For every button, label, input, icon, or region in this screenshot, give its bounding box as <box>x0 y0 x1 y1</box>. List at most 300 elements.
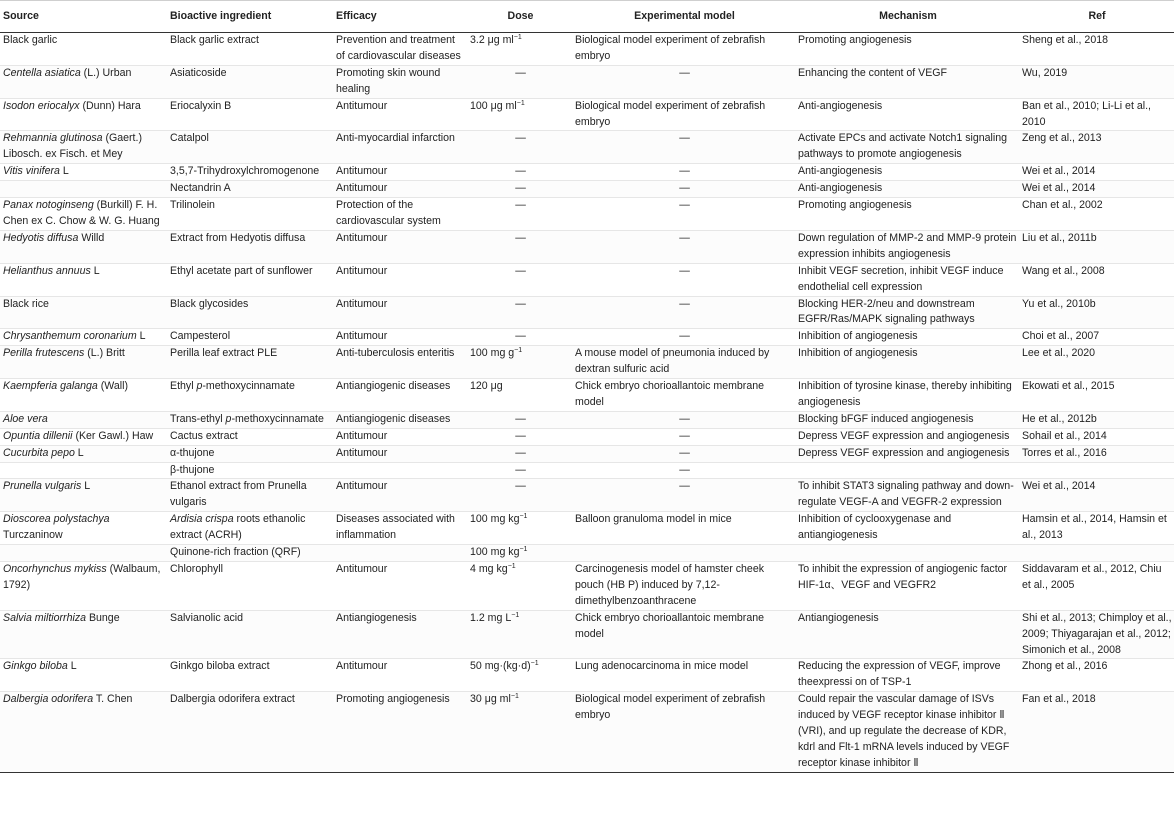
cell-source <box>0 659 168 692</box>
table-row <box>0 462 1174 479</box>
mechanism-text: Could repair the vascular damage of ISVs induced by VEGF receptor kinase inhibitor Ⅱ (VRI), and up regulate the decrease of KDR, kdrl and Flt-1 mRNA levels induced by VEGF receptor kinase inhibitor Ⅱ <box>798 693 1010 769</box>
efficacy-text: Antitumour <box>336 99 388 112</box>
source-authority: Willd <box>78 231 105 244</box>
cell-efficacy <box>334 512 468 545</box>
cell-efficacy <box>334 98 468 131</box>
source-authority: L <box>81 480 91 493</box>
ingredient-text: Ginkgo biloba extract <box>170 660 270 673</box>
source-authority: (L.) Britt <box>84 347 125 360</box>
dose-text: — <box>515 199 526 212</box>
cell-model <box>573 512 796 545</box>
efficacy-text: Antiangiogenic diseases <box>336 380 451 393</box>
cell-mechanism <box>796 263 1020 296</box>
source-species: Cucurbita pepo <box>3 446 75 459</box>
source-authority: T. Chen <box>93 693 133 706</box>
mechanism-text: Depress VEGF expression and angiogenesis <box>798 446 1010 459</box>
source-species: Dalbergia odorifera <box>3 693 94 706</box>
efficacy-text: Antitumour <box>336 264 388 277</box>
cell-ingredient <box>168 379 334 412</box>
ingredient-text: Cactus extract <box>170 429 238 442</box>
ref-text: Ekowati et al., 2015 <box>1022 380 1115 393</box>
cell-efficacy <box>334 379 468 412</box>
model-text: Carcinogenesis model of hamster cheek pouch (HB P) induced by 7,12-dimethylbenzoanthracene <box>575 563 765 607</box>
cell-ref <box>1020 263 1174 296</box>
cell-ref <box>1020 198 1174 231</box>
dose-text: 3.2 μg ml <box>470 34 514 46</box>
cell-dose <box>468 164 573 181</box>
source-species: Isodon eriocalyx <box>3 99 80 112</box>
source-authority: (Walbaum, 1792) <box>3 563 161 591</box>
dose-text: 100 mg kg <box>470 513 520 526</box>
cell-model <box>573 263 796 296</box>
cell-ref <box>1020 692 1174 773</box>
cell-model <box>573 462 796 479</box>
mechanism-text: To inhibit the expression of angiogenic factor HIF-1α、VEGF and VEGFR2 <box>798 563 1008 591</box>
cell-dose <box>468 329 573 346</box>
ref-text: Fan et al., 2018 <box>1022 693 1096 706</box>
cell-mechanism <box>796 659 1020 692</box>
cell-source <box>0 263 168 296</box>
cell-dose <box>468 692 573 773</box>
cell-model <box>573 329 796 346</box>
efficacy-text: Antitumour <box>336 231 388 244</box>
efficacy-text: Antiangiogenesis <box>336 611 417 624</box>
ref-text: Torres et al., 2016 <box>1022 446 1107 459</box>
ingredient-text: Asiaticoside <box>170 66 227 79</box>
model-text: — <box>679 463 690 476</box>
cell-ref <box>1020 65 1174 98</box>
cell-ingredient <box>168 479 334 512</box>
cell-dose <box>468 181 573 198</box>
cell-dose <box>468 296 573 329</box>
table-body <box>0 33 1174 773</box>
cell-model <box>573 296 796 329</box>
cell-ingredient <box>168 545 334 562</box>
cell-ref <box>1020 428 1174 445</box>
model-text: Biological model experiment of zebrafish embryo <box>575 693 766 722</box>
mechanism-text: Inhibition of angiogenesis <box>798 347 918 360</box>
source-species: Chrysanthemum coronarium <box>3 330 137 343</box>
cell-mechanism <box>796 65 1020 98</box>
cell-efficacy <box>334 462 468 479</box>
table-row <box>0 181 1174 198</box>
source-species: Ginkgo biloba <box>3 660 68 673</box>
model-text: — <box>679 182 690 195</box>
cell-ingredient <box>168 98 334 131</box>
cell-ref <box>1020 296 1174 329</box>
cell-source <box>0 545 168 562</box>
table-row <box>0 198 1174 231</box>
dose-unit-exponent: −1 <box>516 99 525 107</box>
cell-ref <box>1020 33 1174 66</box>
cell-ref <box>1020 659 1174 692</box>
cell-dose <box>468 65 573 98</box>
cell-source <box>0 428 168 445</box>
source-species: Hedyotis diffusa <box>3 231 79 244</box>
dose-text: 100 μg ml <box>470 99 517 112</box>
header-ingredient: Bioactive ingredient <box>168 1 334 33</box>
cell-efficacy <box>334 692 468 773</box>
ref-text: Wu, 2019 <box>1022 66 1068 79</box>
ref-text: Liu et al., 2011b <box>1022 231 1097 244</box>
cell-mechanism <box>796 198 1020 231</box>
ref-text: Zeng et al., 2013 <box>1022 132 1102 145</box>
cell-mechanism <box>796 230 1020 263</box>
cell-dose <box>468 379 573 412</box>
cell-ingredient <box>168 263 334 296</box>
dose-text: — <box>515 182 526 195</box>
table-row <box>0 33 1174 66</box>
cell-mechanism <box>796 610 1020 659</box>
cell-ingredient <box>168 198 334 231</box>
cell-mechanism <box>796 181 1020 198</box>
table-row <box>0 65 1174 98</box>
cell-model <box>573 230 796 263</box>
ref-text: Sohail et al., 2014 <box>1022 429 1107 442</box>
model-text: — <box>679 199 690 212</box>
efficacy-text: Antiangiogenic diseases <box>336 412 451 425</box>
table-row <box>0 411 1174 428</box>
ingredient-text: Chlorophyll <box>170 563 223 575</box>
cell-dose <box>468 479 573 512</box>
cell-model <box>573 33 796 66</box>
table-row <box>0 164 1174 181</box>
cell-dose <box>468 346 573 379</box>
ref-text: Shi et al., 2013; Chimploy et al., 2009; Thiyagarajan et al., 2012; Simonich et al., 2008 <box>1022 611 1172 656</box>
cell-ref <box>1020 512 1174 545</box>
cell-source <box>0 198 168 231</box>
ref-text: Yu et al., 2010b <box>1022 297 1096 310</box>
ref-text: Choi et al., 2007 <box>1022 330 1100 343</box>
cell-dose <box>468 562 573 611</box>
source-species: Kaempferia galanga <box>3 380 98 393</box>
ingredient-text: Salvianolic acid <box>170 611 244 624</box>
cell-mechanism <box>796 562 1020 611</box>
ingredient-text: 3,5,7-Trihydroxylchromogenone <box>170 165 320 178</box>
model-text: — <box>679 480 690 493</box>
cell-source <box>0 98 168 131</box>
efficacy-text: Antitumour <box>336 660 388 673</box>
model-text: — <box>679 429 690 442</box>
dose-text: 1.2 mg L <box>470 611 512 624</box>
cell-source <box>0 512 168 545</box>
cell-efficacy <box>334 545 468 562</box>
source-authority: L <box>74 446 84 459</box>
table-row <box>0 131 1174 164</box>
cell-dose <box>468 462 573 479</box>
dose-text: — <box>515 330 526 343</box>
efficacy-text: Diseases associated with inflammation <box>336 513 455 542</box>
cell-ref <box>1020 445 1174 462</box>
cell-ingredient <box>168 512 334 545</box>
mechanism-text: To inhibit STAT3 signaling pathway and down-regulate VEGF-A and VEGFR-2 expression <box>798 480 1014 509</box>
cell-efficacy <box>334 296 468 329</box>
ref-text: Chan et al., 2002 <box>1022 199 1103 212</box>
cell-ingredient <box>168 428 334 445</box>
source-text: Black garlic <box>3 34 58 46</box>
cell-source <box>0 65 168 98</box>
cell-ref <box>1020 346 1174 379</box>
cell-mechanism <box>796 411 1020 428</box>
cell-ref <box>1020 181 1174 198</box>
cell-mechanism <box>796 379 1020 412</box>
cell-efficacy <box>334 562 468 611</box>
cell-ref <box>1020 545 1174 562</box>
cell-ref <box>1020 562 1174 611</box>
cell-efficacy <box>334 445 468 462</box>
header-model: Experimental model <box>573 1 796 33</box>
cell-ref <box>1020 329 1174 346</box>
mechanism-text: Enhancing the content of VEGF <box>798 66 947 79</box>
cell-dose <box>468 230 573 263</box>
ref-text: Wang et al., 2008 <box>1022 264 1105 277</box>
cell-ingredient <box>168 346 334 379</box>
cell-ingredient <box>168 610 334 659</box>
cell-source <box>0 692 168 773</box>
cell-ingredient <box>168 296 334 329</box>
cell-source <box>0 562 168 611</box>
cell-dose <box>468 428 573 445</box>
cell-ingredient <box>168 411 334 428</box>
cell-mechanism <box>796 445 1020 462</box>
source-species: Prunella vulgaris <box>3 480 82 493</box>
table-row <box>0 296 1174 329</box>
table-row <box>0 230 1174 263</box>
table-row <box>0 610 1174 659</box>
cell-model <box>573 131 796 164</box>
ingredient-text: Nectandrin A <box>170 182 231 195</box>
cell-efficacy <box>334 198 468 231</box>
dose-text: — <box>515 446 526 459</box>
ingredient-text: Ardisia crispa roots ethanolic extract (ACRH) <box>170 513 306 542</box>
cell-efficacy <box>334 659 468 692</box>
dose-text: 50 mg·(kg·d) <box>470 660 531 673</box>
header-efficacy: Efficacy <box>334 1 468 33</box>
ingredient-text: Eriocalyxin B <box>170 99 232 112</box>
cell-dose <box>468 512 573 545</box>
mechanism-text: Inhibit VEGF secretion, inhibit VEGF induce endothelial cell expression <box>798 264 1004 293</box>
ref-text: Sheng et al., 2018 <box>1022 34 1108 46</box>
dose-unit-exponent: −1 <box>514 347 523 355</box>
cell-model <box>573 692 796 773</box>
ingredient-text: Dalbergia odorifera extract <box>170 693 295 706</box>
mechanism-text: Depress VEGF expression and angiogenesis <box>798 429 1010 442</box>
cell-ingredient <box>168 445 334 462</box>
mechanism-text: Promoting angiogenesis <box>798 199 912 212</box>
cell-mechanism <box>796 296 1020 329</box>
source-species: Helianthus annuus <box>3 264 91 277</box>
efficacy-text: Antitumour <box>336 429 388 442</box>
cell-model <box>573 445 796 462</box>
mechanism-text: Activate EPCs and activate Notch1 signaling pathways to promote angiogenesis <box>798 132 1008 161</box>
cell-dose <box>468 411 573 428</box>
source-authority: (Burkill) F. H. Chen ex C. Chow & W. G. Huang <box>3 199 160 227</box>
efficacy-text: Antitumour <box>336 165 388 178</box>
ingredient-text: α-thujone <box>170 446 215 459</box>
cell-efficacy <box>334 131 468 164</box>
dose-text: 100 mg g <box>470 347 515 360</box>
mechanism-text: Inhibition of cyclooxygenase and antiangiogenesis <box>798 513 952 542</box>
model-text: Balloon granuloma model in mice <box>575 513 732 526</box>
cell-dose <box>468 445 573 462</box>
cell-model <box>573 164 796 181</box>
model-text: Biological model experiment of zebrafish embryo <box>575 34 766 62</box>
source-authority: L <box>59 165 69 178</box>
cell-dose <box>468 198 573 231</box>
dose-text: — <box>515 132 526 145</box>
cell-source <box>0 610 168 659</box>
cell-efficacy <box>334 346 468 379</box>
source-species: Centella asiatica <box>3 66 81 79</box>
source-species: Oncorhynchus mykiss <box>3 563 107 575</box>
dose-text: — <box>515 463 526 476</box>
table-row <box>0 562 1174 611</box>
mechanism-text: Reducing the expression of VEGF, improve theexpressi on of TSP-1 <box>798 660 1001 689</box>
table-row <box>0 512 1174 545</box>
mechanism-text: Inhibition of angiogenesis <box>798 330 918 343</box>
ingredient-text: Quinone-rich fraction (QRF) <box>170 546 301 559</box>
cell-source <box>0 346 168 379</box>
cell-efficacy <box>334 65 468 98</box>
cell-ref <box>1020 479 1174 512</box>
dose-text: 30 μg ml <box>470 693 511 706</box>
mechanism-text: Anti-angiogenesis <box>798 182 883 195</box>
header-ref: Ref <box>1020 1 1174 33</box>
cell-ingredient <box>168 692 334 773</box>
cell-mechanism <box>796 428 1020 445</box>
cell-efficacy <box>334 479 468 512</box>
source-authority: (L.) Urban <box>80 66 132 79</box>
efficacy-text: Protection of the cardiovascular system <box>336 199 441 227</box>
mechanism-text: Inhibition of tyrosine kinase, thereby inhibiting angiogenesis <box>798 380 1012 408</box>
cell-mechanism <box>796 98 1020 131</box>
ref-text: He et al., 2012b <box>1022 412 1097 425</box>
table-row <box>0 445 1174 462</box>
model-text: — <box>679 297 690 310</box>
table-row <box>0 692 1174 773</box>
source-species: Panax notoginseng <box>3 199 94 212</box>
cell-model <box>573 479 796 512</box>
cell-efficacy <box>334 263 468 296</box>
mechanism-text: Anti-angiogenesis <box>798 165 883 178</box>
efficacy-text: Anti-myocardial infarction <box>336 132 455 145</box>
model-text: Lung adenocarcinoma in mice model <box>575 660 749 673</box>
source-species: Perilla frutescens <box>3 347 85 360</box>
ingredient-text: β-thujone <box>170 463 215 476</box>
cell-mechanism <box>796 33 1020 66</box>
table-row <box>0 545 1174 562</box>
cell-model <box>573 98 796 131</box>
efficacy-text: Antitumour <box>336 563 388 575</box>
cell-source <box>0 131 168 164</box>
cell-model <box>573 545 796 562</box>
dose-unit-exponent: −1 <box>530 660 539 668</box>
table-row <box>0 379 1174 412</box>
dose-text: 120 μg <box>470 380 503 393</box>
model-text: — <box>679 264 690 277</box>
cell-source <box>0 411 168 428</box>
dose-text: — <box>515 297 526 310</box>
model-text: Biological model experiment of zebrafish embryo <box>575 99 766 128</box>
efficacy-text: Antitumour <box>336 182 388 195</box>
cell-model <box>573 659 796 692</box>
ingredient-text: Ethanol extract from Prunella vulgaris <box>170 480 307 509</box>
cell-dose <box>468 98 573 131</box>
model-text: — <box>679 330 690 343</box>
source-authority: L <box>90 264 100 277</box>
cell-source <box>0 164 168 181</box>
dose-text: — <box>515 66 526 79</box>
mechanism-text: Blocking HER-2/neu and downstream EGFR/Ras/MAPK signaling pathways <box>798 297 975 326</box>
cell-efficacy <box>334 610 468 659</box>
cell-model <box>573 411 796 428</box>
cell-ref <box>1020 379 1174 412</box>
cell-efficacy <box>334 164 468 181</box>
model-text: — <box>679 231 690 244</box>
source-species: Opuntia dillenii <box>3 429 73 442</box>
dose-unit-exponent: −1 <box>519 546 528 554</box>
header-mechanism: Mechanism <box>796 1 1020 33</box>
cell-source <box>0 33 168 66</box>
cell-source <box>0 379 168 412</box>
source-species: Aloe vera <box>3 412 48 425</box>
dose-text: 100 mg kg <box>470 546 520 559</box>
cell-source <box>0 181 168 198</box>
cell-ingredient <box>168 131 334 164</box>
cell-ref <box>1020 164 1174 181</box>
ingredient-text: Perilla leaf extract PLE <box>170 347 278 360</box>
cell-ref <box>1020 98 1174 131</box>
cell-ref <box>1020 230 1174 263</box>
cell-ingredient <box>168 329 334 346</box>
table-row <box>0 428 1174 445</box>
cell-mechanism <box>796 164 1020 181</box>
source-authority: (Ker Gawl.) Haw <box>72 429 154 442</box>
model-text: Chick embryo chorioallantoic membrane model <box>575 611 765 640</box>
dose-text: — <box>515 429 526 442</box>
cell-dose <box>468 545 573 562</box>
dose-unit-exponent: −1 <box>507 563 516 570</box>
cell-ingredient <box>168 659 334 692</box>
table-row <box>0 329 1174 346</box>
efficacy-text: Promoting skin wound healing <box>336 66 441 95</box>
model-text: — <box>679 412 690 425</box>
table-row <box>0 479 1174 512</box>
ref-text: Wei et al., 2014 <box>1022 480 1096 493</box>
source-authority: L <box>136 330 146 343</box>
efficacy-text: Antitumour <box>336 297 388 310</box>
ingredient-text: Ethyl acetate part of sunflower <box>170 264 313 277</box>
cell-source <box>0 462 168 479</box>
ingredient-text: Catalpol <box>170 132 209 145</box>
dose-unit-exponent: −1 <box>511 611 520 619</box>
cell-model <box>573 65 796 98</box>
source-species: Dioscorea polystachya <box>3 513 110 526</box>
cell-ingredient <box>168 164 334 181</box>
cell-model <box>573 610 796 659</box>
model-text: — <box>679 446 690 459</box>
ingredient-text: Trilinolein <box>170 199 215 212</box>
efficacy-text: Antitumour <box>336 480 388 493</box>
cell-model <box>573 346 796 379</box>
cell-ingredient <box>168 181 334 198</box>
efficacy-text: Anti-tuberculosis enteritis <box>336 347 455 360</box>
cell-mechanism <box>796 545 1020 562</box>
dose-text: — <box>515 264 526 277</box>
cell-mechanism <box>796 692 1020 773</box>
cell-model <box>573 428 796 445</box>
ref-text: Hamsin et al., 2014, Hamsin et al., 2013 <box>1022 513 1167 542</box>
